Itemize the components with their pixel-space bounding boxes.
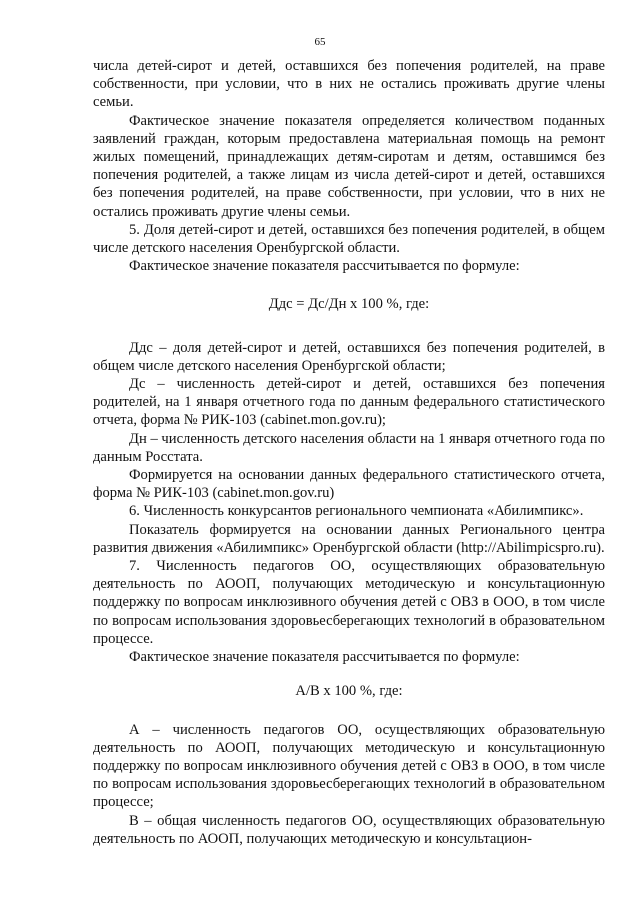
definition-b: В – общая численность педагогов ОО, осуществляющих образовательную деятельность по АООП, получающих методическую и консультацион-: [93, 812, 605, 847]
definition-dn: Дн – численность детского населения области на 1 января отчетного года по данным Росстата.: [93, 430, 605, 465]
definition-dc: Дс – численность детей-сирот и детей, оставшихся без попечения родителей, на 1 января отчетного года по данным федерального статистического отчета, форма № РИК-103 (cabinet.mon.gov.ru);: [93, 376, 605, 429]
indicator-6-heading: 6. Численность конкурсантов регионального чемпионата «Абилимпикс».: [129, 503, 584, 520]
indicator-6-source: Показатель формируется на основании данных Регионального центра развития движения «Абилимпикс» Оренбургской области (http://Abilimpicspro.ru).: [93, 521, 605, 556]
document-body: [93, 57, 605, 848]
definition-ddc: Ддс – доля детей-сирот и детей, оставшихся без попечения родителей, в общем числе детского населения Оренбургской области;: [93, 339, 605, 374]
page-number: 65: [314, 36, 326, 48]
indicator-7-heading: 7. Численность педагогов ОО, осуществляющих образовательную деятельность по АООП, получающих методическую и консультационную поддержку по вопросам инклюзивного обучения детей с ОВЗ в ООО, в том числе по вопросам использования здоровьесберегающих технологий в образовательном процессе.: [93, 558, 605, 647]
formula-a-b: А/В х 100 %, где:: [295, 683, 403, 700]
paragraph-actual-value-definition: Фактическое значение показателя определяется количеством поданных заявлений граждан, которым предоставлена материальная помощь на ремонт жилых помещений, принадлежащих детям-сиротам и детям, оставшимся без попечения родителей, а также лицам из числа детей-сирот и детей, оставшихся без попечения родителей, на праве собственности, при условии, что в них не остались проживать другие члены семьи.: [93, 112, 605, 220]
formula-intro: Фактическое значение показателя рассчитывается по формуле:: [129, 258, 520, 275]
formula-ddс: Ддс = Дс/Дн х 100 %, где:: [268, 296, 430, 313]
definition-a: А – численность педагогов ОО, осуществляющих образовательную деятельность по АООП, получающих методическую и консультационную поддержку по вопросам инклюзивного обучения детей с ОВЗ в ООО, в том числе по вопросам использования здоровьесберегающих технологий в образовательном процессе;: [93, 721, 605, 811]
paragraph-continuation: числа детей-сирот и детей, оставшихся без попечения родителей, на праве собственности, при условии, что в них не остались проживать другие члены семьи.: [93, 58, 605, 111]
data-source-paragraph: Формируется на основании данных федерального статистического отчета, форма № РИК-103 (cabinet.mon.gov.ru): [93, 467, 605, 502]
indicator-5-heading: 5. Доля детей-сирот и детей, оставшихся без попечения родителей, в общем числе детского населения Оренбургской области.: [93, 221, 605, 257]
formula-intro-2: Фактическое значение показателя рассчитывается по формуле:: [129, 649, 520, 666]
